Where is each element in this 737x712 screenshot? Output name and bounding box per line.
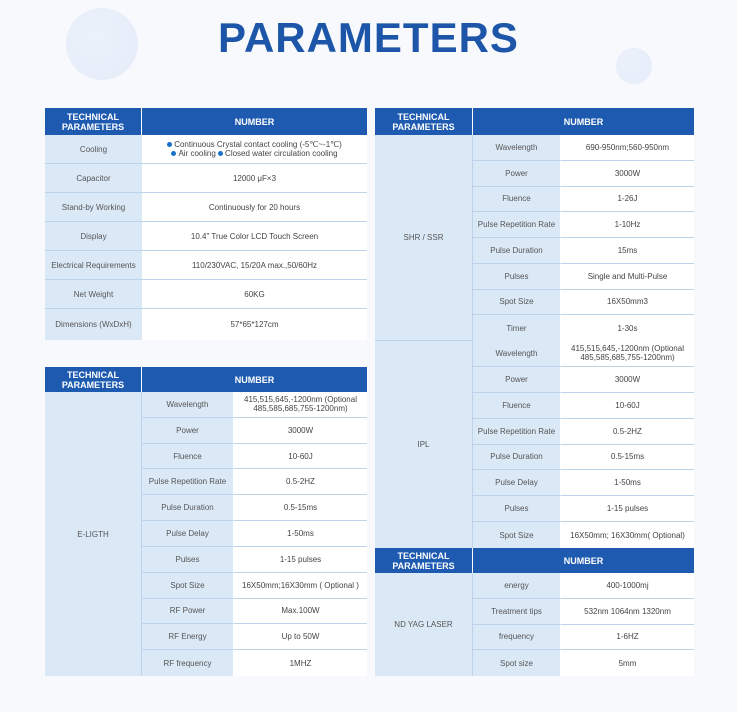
- row-label: Spot Size: [473, 522, 561, 548]
- row-value: 5mm: [561, 650, 694, 676]
- elight-table: [45, 367, 367, 676]
- row-label: Pulses: [473, 496, 561, 522]
- bullet-icon: [171, 151, 176, 156]
- row-label: Spot Size: [142, 573, 234, 599]
- row-value: 1-50ms: [234, 521, 367, 547]
- row-value: 0.5-15ms: [561, 445, 694, 471]
- row-value: 1-15 pulses: [234, 547, 367, 573]
- header-number: NUMBER: [142, 108, 367, 135]
- row-value: 1-10Hz: [561, 212, 694, 238]
- elight-rows: [142, 392, 367, 676]
- row-value: 3000W: [561, 161, 694, 187]
- header-technical-parameters: TECHNICAL PARAMETERS: [45, 108, 142, 135]
- ndyag-rows: [473, 573, 694, 676]
- row-value: 1-26J: [561, 187, 694, 213]
- header-technical-parameters: TECHNICAL PARAMETERS: [45, 367, 142, 392]
- row-value: 16X50mm; 16X30mm( Optional): [561, 522, 694, 548]
- row-label: Dimensions (WxDxH): [45, 309, 142, 340]
- row-value: 10-60J: [234, 444, 367, 470]
- header-number: NUMBER: [473, 548, 694, 573]
- row-label: Spot Size: [473, 290, 561, 316]
- row-value: 110/230VAC, 15/20A max.,50/60Hz: [142, 251, 367, 280]
- row-label: Cooling: [45, 135, 142, 164]
- row-value: 60KG: [142, 280, 367, 309]
- shr-rows: [473, 135, 694, 341]
- row-value: Continuously for 20 hours: [142, 193, 367, 222]
- row-value: 15ms: [561, 238, 694, 264]
- row-label: RF Energy: [142, 624, 234, 650]
- row-label: Treatment tips: [473, 599, 561, 625]
- row-value: 1MHZ: [234, 650, 367, 676]
- row-label: Display: [45, 222, 142, 251]
- row-value: 57*65*127cm: [142, 309, 367, 340]
- row-label: Fluence: [473, 393, 561, 419]
- row-label: Pulses: [142, 547, 234, 573]
- ndyag-table: [375, 548, 694, 676]
- row-label: Timer: [473, 315, 561, 341]
- row-value: 1-15 pulses: [561, 496, 694, 522]
- row-value: 10-60J: [561, 393, 694, 419]
- row-label: Capacitor: [45, 164, 142, 193]
- row-label: Pulse Repetition Rate: [473, 419, 561, 445]
- group-label-elight: E-LIGTH: [45, 392, 142, 676]
- row-label: Pulse Repetition Rate: [142, 469, 234, 495]
- row-label: Electrical Requirements: [45, 251, 142, 280]
- page-title: PARAMETERS: [218, 14, 519, 61]
- row-label: Power: [473, 367, 561, 393]
- row-label: energy: [473, 573, 561, 599]
- row-label: Fluence: [473, 187, 561, 213]
- header-number: NUMBER: [142, 367, 367, 392]
- ipl-rows: [473, 341, 694, 548]
- row-label: Pulses: [473, 264, 561, 290]
- header-technical-parameters: TECHNICAL PARAMETERS: [375, 548, 473, 573]
- shr-ipl-table: [375, 108, 694, 548]
- bullet-icon: [218, 151, 223, 156]
- row-value: Continuous Crystal contact cooling (-5℃~-1℃) Air cooling Closed water circulation cooling: [142, 135, 367, 164]
- row-value: 16X50mm3: [561, 290, 694, 316]
- row-value: 690-950nm;560-950nm: [561, 135, 694, 161]
- row-value: 16X50mm;16X30mm ( Optional ): [234, 573, 367, 599]
- row-value: 415,515,645,-1200nm (Optional 485,585,685,755-1200nm): [561, 341, 694, 367]
- row-label: Wavelength: [142, 392, 234, 418]
- row-value: 3000W: [561, 367, 694, 393]
- row-value: 1-30s: [561, 315, 694, 341]
- group-label-ipl: IPL: [375, 341, 473, 548]
- row-value: 415,515,645,-1200nm (Optional 485,585,685,755-1200nm): [234, 392, 367, 418]
- header-technical-parameters: TECHNICAL PARAMETERS: [375, 108, 473, 135]
- row-label: Wavelength: [473, 135, 561, 161]
- row-label: frequency: [473, 625, 561, 651]
- row-label: Net Weight: [45, 280, 142, 309]
- row-value: 532nm 1064nm 1320nm: [561, 599, 694, 625]
- row-label: Pulse Duration: [473, 238, 561, 264]
- row-value: 0.5-2HZ: [234, 469, 367, 495]
- row-value: Single and Multi-Pulse: [561, 264, 694, 290]
- row-value: 0.5-2HZ: [561, 419, 694, 445]
- row-value: Max.100W: [234, 599, 367, 625]
- row-label: Spot size: [473, 650, 561, 676]
- row-label: Pulse Duration: [142, 495, 234, 521]
- row-label: Power: [473, 161, 561, 187]
- row-label: Pulse Delay: [473, 470, 561, 496]
- row-label: Pulse Duration: [473, 445, 561, 471]
- row-label: Pulse Delay: [142, 521, 234, 547]
- row-label: Power: [142, 418, 234, 444]
- row-value: 1-50ms: [561, 470, 694, 496]
- row-value: Up to 50W: [234, 624, 367, 650]
- row-label: RF Power: [142, 599, 234, 625]
- row-value: 10.4" True Color LCD Touch Screen: [142, 222, 367, 251]
- group-label-shr: SHR / SSR: [375, 135, 473, 341]
- group-label-ndyag: ND YAG LASER: [375, 573, 473, 676]
- row-label: Pulse Repetition Rate: [473, 212, 561, 238]
- header-number: NUMBER: [473, 108, 694, 135]
- row-value: 12000 μF×3: [142, 164, 367, 193]
- general-specs-table: [45, 108, 367, 340]
- row-value: 400-1000mj: [561, 573, 694, 599]
- row-label: Fluence: [142, 444, 234, 470]
- row-value: 3000W: [234, 418, 367, 444]
- row-label: Wavelength: [473, 341, 561, 367]
- bullet-icon: [167, 142, 172, 147]
- row-value: 1-6HZ: [561, 625, 694, 651]
- row-value: 0.5-15ms: [234, 495, 367, 521]
- row-label: RF frequency: [142, 650, 234, 676]
- row-label: Stand-by Working: [45, 193, 142, 222]
